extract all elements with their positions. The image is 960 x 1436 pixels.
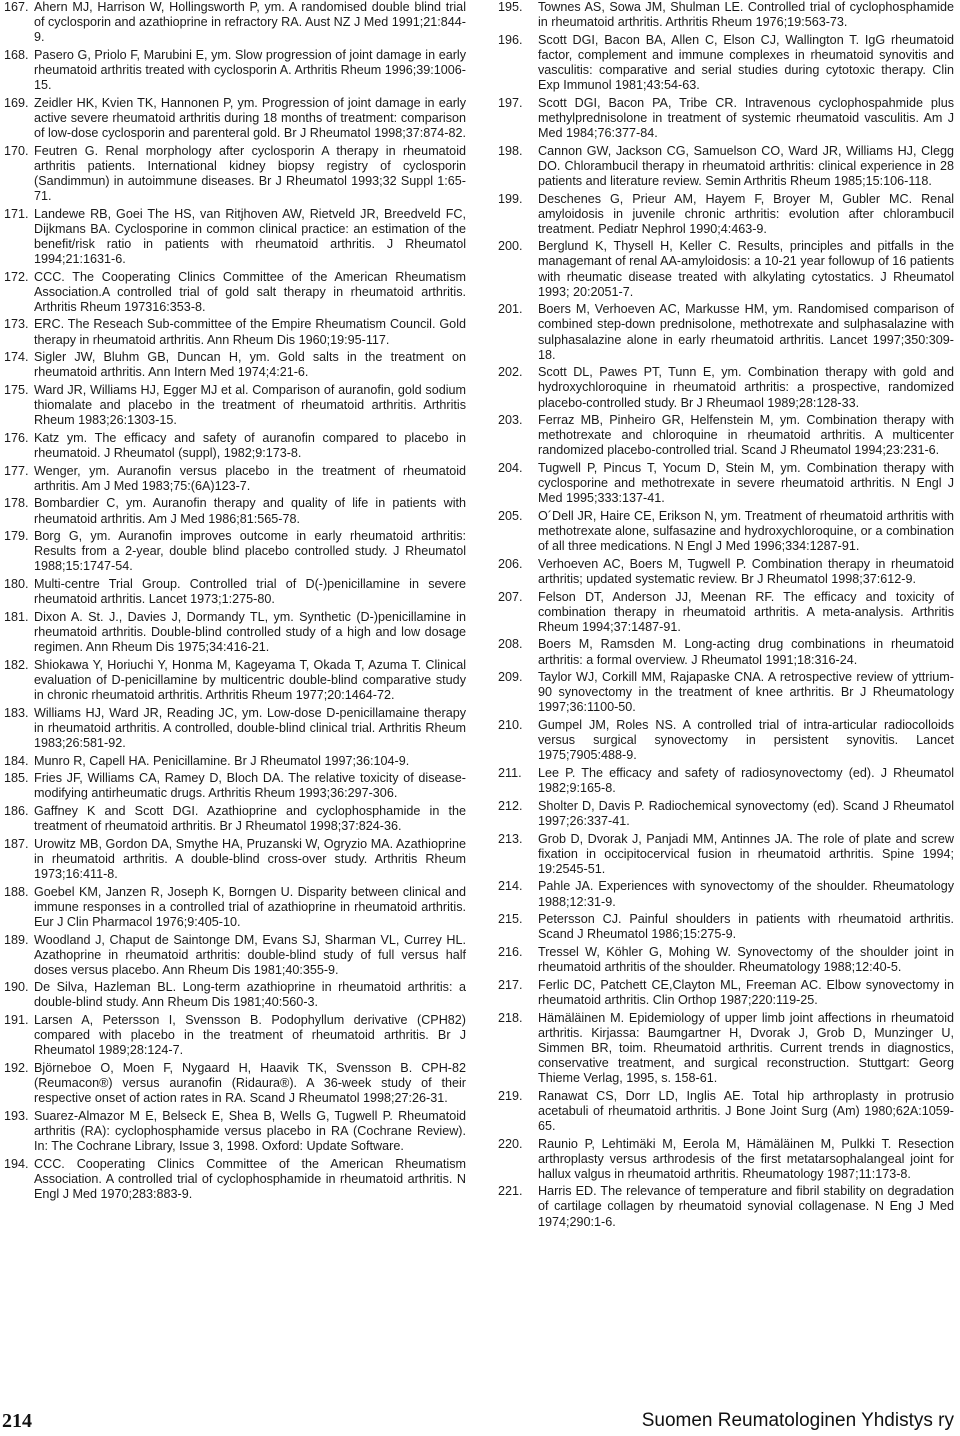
reference-item [4,0,466,45]
reference-text: Berglund K, Thysell H, Keller C. Results, principles and pitfalls in the managemant of renal AA-amyloidosis: a 10-21 year followup of 16 patients with rheumatic disease treated with alkylating cytostatics. J Rheumatol 1993; 20:2051-7. [538,239,954,299]
reference-text: Verhoeven AC, Boers M, Tugwell P. Combination therapy in rheumatoid arthritis; updated systematic review. Br J Rheumatol 1998;37:612-9. [538,556,954,586]
reference-text: Urowitz MB, Gordon DA, Smythe HA, Pruzanski W, Ogryzio MA. Azathioprine in rheumatoid arthritis. A double-blind cross-over study. Arthritis Rheum 1973;16:411-8. [34,836,466,881]
reference-item [498,637,954,667]
reference-number: 170. [4,143,29,158]
reference-text: Sholter D, Davis P. Radiochemical synovectomy (ed). Scand J Rheumatol 1997;26:337-41. [538,798,954,828]
reference-number: 201. [498,302,523,317]
reference-item [498,1184,954,1229]
reference-item [498,799,954,829]
reference-item [4,980,466,1010]
reference-text: Townes AS, Sowa JM, Shulman LE. Controlled trial of cyclophosphamide in rheumatoid arthritis. Arthritis Rheum 1976;19:563-73. [538,0,954,30]
reference-number: 210. [498,718,523,733]
reference-item [4,48,466,93]
reference-item [498,670,954,715]
reference-text: Ranawat CS, Dorr LD, Inglis AE. Total hip arthroplasty in protrusio acetabuli of rheumatoid arthritis. J Bone Joint Surg (Am) 1980;62A:1059-65. [538,1088,954,1133]
reference-number: 181. [4,609,29,624]
reference-number: 203. [498,413,523,428]
reference-number: 213. [498,831,523,846]
reference-item [4,837,466,882]
reference-text: Tressel W, Köhler G, Mohing W. Synovectomy of the shoulder joint in rheumatoid arthritis of the shoulder. Rheumatology 1988;12:40-5. [538,945,954,975]
reference-item [498,912,954,942]
reference-item [4,658,466,703]
reference-item [498,978,954,1008]
reference-number: 194. [4,1156,29,1171]
reference-item [4,317,466,347]
reference-item [498,239,954,299]
reference-number: 184. [4,753,29,768]
reference-text: Bombardier C, ym. Auranofin therapy and quality of life in patients with rheumatoid arthritis. Am J Med 1986;81:565-78. [34,496,466,526]
reference-item [498,144,954,189]
reference-item [498,1137,954,1182]
reference-text: Boers M, Verhoeven AC, Markusse HM, ym. Randomised comparison of combined step-down prednisolone, methotrexate and sulphasalazine with sulphasalazine alone in early rheumatoid arthritis. Lancet 1997;350:309-18. [538,302,954,362]
reference-text: Multi-centre Trial Group. Controlled trial of D(-)penicillamine in severe rheumatoid arthritis. Lancet 1973;1:275-80. [34,577,466,607]
reference-text: O´Dell JR, Haire CE, Erikson N, ym. Treatment of rheumatoid arthritis with methotrexate alone, sulfasazine and hydroxychloroquine, or a combination of all three medications. N Engl J Med 1996;334:1287-91. [538,508,954,554]
reference-item [498,557,954,587]
reference-number: 212. [498,798,523,813]
reference-number: 180. [4,577,29,592]
reference-item [4,804,466,834]
reference-text: Williams HJ, Ward JR, Reading JC, ym. Low-dose D-penicillamaine therapy in rheumatoid arthritis. A controlled, double-blind clinical trial. Arthritis Rheum 1983;26:581-92. [34,705,466,750]
reference-number: 202. [498,365,523,380]
reference-item [4,706,466,751]
reference-number: 215. [498,912,523,927]
reference-item [4,270,466,315]
reference-text: De Silva, Hazleman BL. Long-term azathioprine in rheumatoid arthritis: a double-blind study. Ann Rheum Dis 1981;40:560-3. [34,980,466,1010]
reference-number: 172. [4,269,29,284]
reference-text: Tugwell P, Pincus T, Yocum D, Stein M, ym. Combination therapy with cyclosporine and methotrexate in severe rheumatoid arthritis. N Engl J Med 1995;333:137-41. [538,461,954,506]
reference-item [498,718,954,763]
reference-item [498,945,954,975]
reference-text: Deschenes G, Prieur AM, Hayem F, Broyer M, Gubler MC. Renal amyloidosis in juvenile chronic arthritis: evolution after chlorambucil treatment. Pediatr Nephrol 1990;4:463-9. [538,191,954,236]
reference-item [4,771,466,801]
reference-text: Taylor WJ, Corkill MM, Rajapaske CNA. A retrospective review of yttrium-90 synovectomy in the treatment of knee arthritis. Br J Rheumatology 1997;36:1100-50. [538,670,954,715]
reference-item [498,413,954,458]
reference-text: Björneboe O, Moen F, Nygaard H, Haavik TK, Svensson B. CPH-82 (Reumacon®) versus auranofin (Ridaura®). A 36-week study of their respective onset of action rates in RA. Scand J Rheumatol 1998;27:26-31. [34,1061,466,1106]
reference-number: 167. [4,0,29,14]
reference-number: 177. [4,463,29,478]
reference-text: Scott DGI, Bacon PA, Tribe CR. Intravenous cyclophospahmide plus methylprednisolone in treatment of systemic rheumatoid vasculitis. Am J Med 1984;76:377-84. [538,95,954,140]
reference-text: Katz ym. The efficacy and safety of auranofin compared to placebo in rheumatoid. J Rheumatol (suppl), 1982;9:173-8. [34,430,466,460]
reference-number: 171. [4,206,29,221]
reference-text: Shiokawa Y, Horiuchi Y, Honma M, Kageyama T, Okada T, Azuma T. Clinical evaluation of D-penicillamine by multicentric double-blind comparative study in chronic rheumatoid arthritis. Arthritis Rheum 1977;20:1464-72. [34,657,466,702]
reference-item [4,383,466,428]
reference-item [498,302,954,362]
reference-number: 178. [4,496,29,511]
reference-text: Sigler JW, Bluhm GB, Duncan H, ym. Gold salts in the treatment on rheumatoid arthritis. Ann Intern Med 1974;4:21-6. [34,350,466,380]
reference-number: 219. [498,1088,523,1103]
reference-number: 187. [4,836,29,851]
reference-text: Ferlic DC, Patchett CE,Clayton ML, Freeman AC. Elbow synovectomy in rheumatoid arthritis. Clin Orthop 1987;220:119-25. [538,977,954,1007]
reference-number: 186. [4,803,29,818]
reference-list-left [4,0,466,1205]
reference-text: Landewe RB, Goei The HS, van Ritjhoven AW, Rietveld JR, Breedveld FC, Dijkmans BA. Cyclosporine in common clinical practice: an estimation of the benefit/risk ratio in patients with rheumatoid arthritis. J Rheumatol 1994;21:1631-6. [34,206,466,266]
page-number: 214 [2,1410,32,1432]
reference-item [4,610,466,655]
reference-number: 189. [4,932,29,947]
reference-list-right [498,0,954,1232]
reference-item [498,509,954,554]
reference-text: Dixon A. St. J., Davies J, Dormandy TL, ym. Synthetic (D-)penicillamine in rheumatoid arthritis. Double-blind controlled study of a high and low dosage regimen. Ann Rheum Dis 1975;34:416-21. [34,609,466,655]
reference-item [498,461,954,506]
reference-number: 211. [498,766,522,780]
reference-text: CCC. Cooperating Clinics Committee of the American Rheumatism Association. A controlled trial of cyclophosphamide in rheumatoid arthritis. N Engl J Med 1970;283:883-9. [34,1156,466,1201]
reference-number: 216. [498,945,523,959]
reference-item [4,96,466,141]
reference-text: Petersson CJ. Painful shoulders in patients with rheumatoid arthritis. Scand J Rheumatol 1986;15:275-9. [538,912,954,942]
reference-number: 214. [498,879,523,894]
reference-text: Cannon GW, Jackson CG, Samuelson CO, Ward JR, Williams HJ, Clegg DO. Chlorambucil therapy in rheumatoid arthritis: clinical experience in 28 patients and literature review. Semin Arthritis Rheum 1985;15:106-118. [538,143,954,188]
reference-text: Ahern MJ, Harrison W, Hollingsworth P, ym. A randomised double blind trial of cyclosporin and azathioprine in refractory RA. Aust NZ J Med 1991;21:844-9. [34,0,466,45]
reference-text: Gumpel JM, Roles NS. A controlled trial of intra-articular radiocolloids versus surgical synovectomy in persistent synovitis. Lancet 1975;7905:488-9. [538,718,954,763]
reference-item [4,207,466,267]
reference-number: 174. [4,350,29,365]
reference-number: 195. [498,0,523,14]
reference-item [498,879,954,909]
reference-item [498,832,954,877]
reference-number: 208. [498,637,523,652]
reference-item [498,766,954,796]
reference-number: 182. [4,657,29,672]
reference-number: 185. [4,771,29,786]
reference-text: Munro R, Capell HA. Penicillamine. Br J Rheumatol 1997;36:104-9. [34,753,410,768]
reference-item [4,496,466,526]
reference-item [4,1109,466,1154]
reference-item [498,1089,954,1134]
reference-number: 198. [498,143,523,158]
reference-text: CCC. The Cooperating Clinics Committee of the American Rheumatism Association.A controlled trial of gold salt therapy in rheumatoid arthritis. Arthritis Rheum 197316:353-8. [34,269,466,314]
reference-number: 204. [498,461,523,476]
reference-number: 205. [498,508,523,523]
reference-item [498,0,954,30]
reference-item [498,1011,954,1086]
reference-number: 196. [498,32,523,47]
reference-number: 179. [4,529,29,544]
reference-item [4,464,466,494]
reference-item [498,33,954,93]
reference-text: Hämäläinen M. Epidemiology of upper limb joint affections in rheumatoid arthritis. Kirjassa: Baumgartner H, Dvorak J, Grob D, Munzinger U, Simmen BR, toim. Rheumatoid arthritis. Current trends in diagnostics, conservative treatment, and surgical reconstruction. Stuttgart: Georg Thieme Verlag, 1995, s. 158-61. [538,1010,954,1085]
reference-item [4,754,466,769]
reference-text: Woodland J, Chaput de Saintonge DM, Evans SJ, Sharman VL, Currey HL. Azathoprine in rheumatoid arthritis: double-blind study of full versus half doses versus placebo. Ann Rheum Dis 1981;40:355-9. [34,932,466,977]
reference-number: 209. [498,670,523,685]
reference-item [4,144,466,204]
reference-text: Scott DL, Pawes PT, Tunn E, ym. Combination therapy with gold and hydroxychloroquine in rheumatoid arthritis: a prospective, randomized placebo-controlled study. Br J Rheumaol 1989;28:128-33. [538,365,954,410]
reference-item [4,577,466,607]
reference-text: Pasero G, Priolo F, Marubini E, ym. Slow progression of joint damage in early rheumatoid arthritis treated with cyclosporin A. Arthritis Rheum 1996;39:1006-15. [34,47,466,93]
reference-text: Scott DGI, Bacon BA, Allen C, Elson CJ, Wallington T. IgG rheumatoid factor, complement and immune complexes in rheumatoid synovitis and vasculitis: comparative and serial studies during cytotoxic therapy. Clin Exp Immunol 1981;43:54-63. [538,32,954,93]
reference-item [4,529,466,574]
reference-text: Ward JR, Williams HJ, Egger MJ et al. Comparison of auranofin, gold sodium thiomalate and placebo in the treatment of rheumatoid arthritis. Arthritis Rheum 1983;26:1303-15. [34,383,466,428]
reference-item [4,1061,466,1106]
reference-number: 199. [498,191,523,206]
reference-item [498,192,954,237]
reference-text: Fries JF, Williams CA, Ramey D, Bloch DA. The relative toxicity of disease-modifying antirheumatic drugs. Arthritis Rheum 1993;36:297-306. [34,771,466,801]
reference-number: 200. [498,239,523,254]
reference-item [498,590,954,635]
reference-text: Ferraz MB, Pinheiro GR, Helfenstein M, ym. Combination therapy with methotrexate and chloroquine in rheumatoid arthritis. A multicenter randomized placebo-controlled trial. Scand J Rheumatol 1994;23:231-6. [538,413,954,458]
reference-number: 221. [498,1184,523,1199]
reference-item [498,96,954,141]
reference-number: 220. [498,1136,523,1151]
reference-text: Wenger, ym. Auranofin versus placebo in the treatment of rheumatoid arthritis. Am J Med 1983;75:(6A)123-7. [34,463,466,493]
reference-text: Lee P. The efficacy and safety of radiosynovectomy (ed). J Rheumatol 1982;9:165-8. [538,766,954,796]
reference-text: Pahle JA. Experiences with synovectomy of the shoulder. Rheumatology 1988;12:31-9. [538,879,954,909]
journal-name: Suomen Reumatologinen Yhdistys ry [641,1410,954,1431]
reference-item [4,885,466,930]
reference-number: 197. [498,95,523,110]
reference-text: Zeidler HK, Kvien TK, Hannonen P, ym. Progression of joint damage in early active severe rheumatoid arthritis during 18 months of treatment: comparison of low-dose cyclosporin and parenteral gold. Br J Rheumatol 1998;37:874-82. [34,95,466,140]
reference-text: Gaffney K and Scott DGI. Azathioprine and cyclophosphamide in the treatment of rheumatoid arthritis. Br J Rheumatol 1998;37:824-36. [34,803,466,834]
reference-number: 217. [498,977,523,992]
reference-number: 192. [4,1061,29,1076]
reference-text: Raunio P, Lehtimäki M, Eerola M, Hämäläinen M, Pulkki T. Resection arthroplasty versus arthrodesis of the first metatarsophalangeal joint for hallux valgus in rheumatoid arthritis. Rheumatology 1987;11:173-8. [538,1136,954,1181]
reference-number: 193. [4,1108,29,1123]
reference-number: 183. [4,705,29,720]
reference-text: Goebel KM, Janzen R, Joseph K, Borngen U. Disparity between clinical and immune responses in a controlled trial of azathioprine in rheumatoid arthritis. Eur J Clin Pharmacol 1976;9:405-10. [34,884,466,929]
reference-text: Larsen A, Petersson I, Svensson B. Podophyllum derivative (CPH82) compared with placebo in the treatment of rheumatoid arthritis. Br J Rheumatol 1989;28:124-7. [34,1013,466,1058]
reference-item [4,350,466,380]
reference-number: 206. [498,556,523,571]
reference-text: Felson DT, Anderson JJ, Meenan RF. The efficacy and toxicity of combination therapy in rheumatoid arthritis. A meta-analysis. Arthritis Rheum 1994;37:1487-91. [538,589,954,634]
reference-text: ERC. The Reseach Sub-committee of the Empire Rheumatism Council. Gold therapy in rheumatoid arthritis. Ann Rheum Dis 1960;19:95-117. [34,317,466,347]
reference-text: Grob D, Dvorak J, Panjadi MM, Antinnes JA. The role of plate and screw fixation in occipitocervical fusion in rheumatoid arthritis. Spine 1994; 19:2545-51. [538,831,954,876]
reference-item [498,365,954,410]
reference-number: 168. [4,47,29,62]
reference-number: 218. [498,1010,523,1025]
reference-number: 173. [4,317,29,332]
reference-item [4,1157,466,1202]
reference-number: 188. [4,884,29,899]
reference-number: 176. [4,430,29,445]
reference-text: Boers M, Ramsden M. Long-acting drug combinations in rheumatoid arthritis: a formal overview. J Rheumatol 1991;18:316-24. [538,637,954,667]
reference-number: 169. [4,95,29,110]
reference-number: 190. [4,980,29,995]
reference-number: 207. [498,589,523,604]
reference-text: Feutren G. Renal morphology after cyclosporin A therapy in rheumatoid arthritis patients. International kidney biopsy registry of cyclosporin (Sandimmun) in autoimmune diseases. Br J Rheumatol 1993;32 Suppl 1:65-71. [34,143,466,203]
reference-item [4,431,466,461]
reference-number: 175. [4,383,29,397]
reference-text: Harris ED. The relevance of temperature and fibril stability on degradation of cartilage collagen by rheumatoid synovial collagenase. N Eng J Med 1974;290:1-6. [538,1184,954,1229]
reference-text: Suarez-Almazor M E, Belseck E, Shea B, Wells G, Tugwell P. Rheumatoid arthritis (RA): cyclophosphamide versus placebo in RA (Cochrane Review). In: The Cochrane Library, Issue 3, 1998. Oxford: Update Software. [34,1108,466,1154]
reference-text: Borg G, ym. Auranofin improves outcome in early rheumatoid arthritis: Results from a 2-year, double blind placebo controlled study. J Rheumatol 1988;15:1747-54. [34,529,466,574]
reference-item [4,933,466,978]
reference-item [4,1013,466,1058]
reference-number: 191. [4,1013,29,1028]
